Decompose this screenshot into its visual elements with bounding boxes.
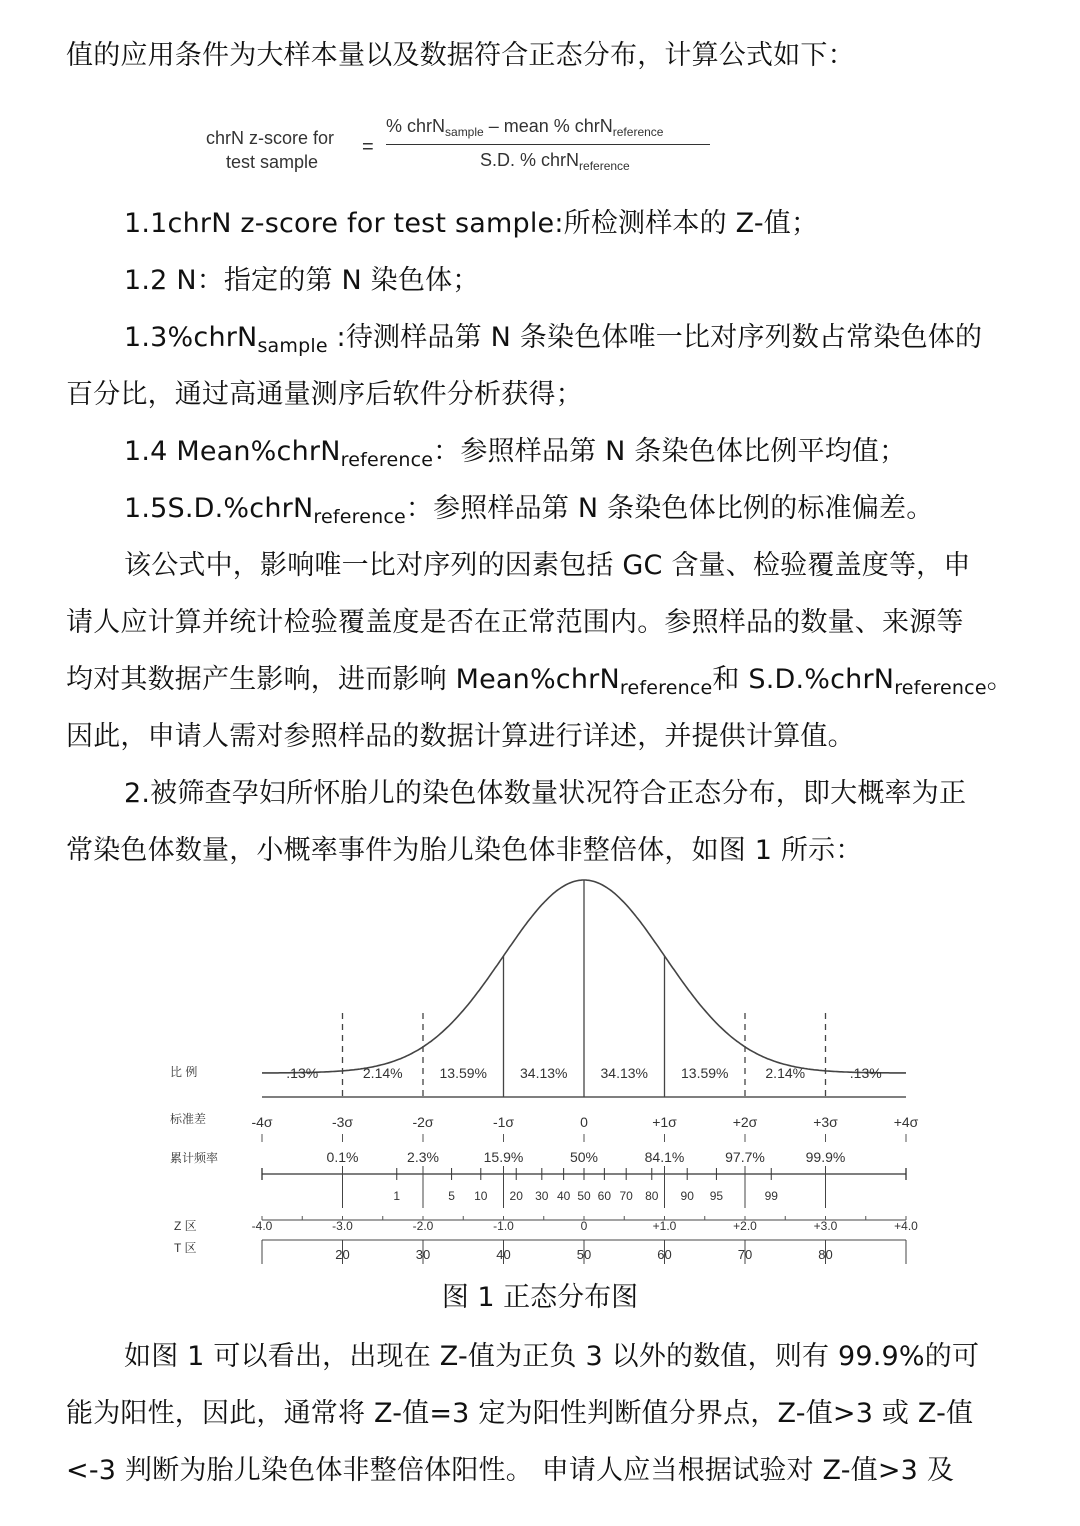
formula-lhs xyxy=(206,126,334,174)
cum-label: 84.1% xyxy=(644,1149,685,1165)
def-2: 1.2 N：指定的第 N 染色体； xyxy=(124,265,480,296)
para-3-line2: 常染色体数量，小概率事件为胎儿染色体非整倍体，如图 1 所示： xyxy=(66,835,863,866)
para-3-line1: 2.被筛查孕妇所怀胎儿的染色体数量状况符合正态分布，即大概率为正 xyxy=(124,778,967,809)
formula-equals: = xyxy=(362,136,374,158)
t-label: 20 xyxy=(335,1247,350,1262)
formula-num-b: – mean % chrN xyxy=(483,116,613,136)
para-2-line3-c: 。 xyxy=(986,664,1014,695)
sd-label: -3σ xyxy=(331,1114,354,1130)
percentile-label: 70 xyxy=(619,1189,633,1203)
percentile-label: 40 xyxy=(556,1189,571,1203)
percentile-label: 80 xyxy=(645,1189,659,1203)
percentile-label: 20 xyxy=(509,1189,523,1203)
band-percentage: 2.14% xyxy=(765,1065,806,1081)
band-percentage: 13.59% xyxy=(439,1065,487,1081)
t-label: 70 xyxy=(737,1247,753,1262)
sd-label: +1σ xyxy=(652,1114,677,1130)
def-3-cont: 百分比，通过高通量测序后软件分析获得； xyxy=(66,379,583,410)
def-5-a: 1.5S.D.%chrN xyxy=(124,493,314,524)
row-label-sd: 标准差 xyxy=(170,1112,207,1126)
formula-num-sub1: sample xyxy=(445,125,484,139)
percentile-label: 5 xyxy=(448,1189,455,1203)
para-4-line1: 如图 1 可以看出，出现在 Z-值为正负 3 以外的数值，则有 99.9%的可 xyxy=(124,1341,980,1372)
z-label: -3.0 xyxy=(332,1219,353,1233)
band-percentage: 34.13% xyxy=(600,1065,648,1081)
def-3-a: 1.3%chrN xyxy=(124,322,258,353)
z-label: +3.0 xyxy=(813,1219,838,1233)
percentile-label: 90 xyxy=(680,1189,694,1203)
t-label: 60 xyxy=(657,1247,672,1262)
para-2-line4: 因此，申请人需对参照样品的数据计算进行详述，并提供计算值。 xyxy=(66,721,855,752)
sd-label: -4σ xyxy=(251,1114,273,1130)
formula-num-a: % chrN xyxy=(386,116,446,136)
band-percentage: 2.14% xyxy=(362,1065,403,1081)
formula-den-sub: reference xyxy=(579,159,630,173)
z-label: -4.0 xyxy=(251,1219,273,1233)
t-label: 80 xyxy=(818,1247,833,1262)
t-label: 50 xyxy=(576,1247,592,1262)
percentile-label: 95 xyxy=(709,1189,724,1203)
para-4-line3: <-3 判断为胎儿染色体非整倍体阳性。 申请人应当根据试验对 Z-值>3 及 xyxy=(66,1455,955,1486)
row-label-ratio: 比 例 xyxy=(170,1065,198,1079)
para-2-line1: 该公式中，影响唯一比对序列的因素包括 GC 含量、检验覆盖度等，申 xyxy=(124,550,971,581)
percentile-label: 30 xyxy=(535,1189,549,1203)
z-label: +2.0 xyxy=(733,1219,757,1233)
para-4-line2: 能为阳性，因此，通常将 Z-值=3 定为阳性判断值分界点，Z-值>3 或 Z-值 xyxy=(66,1398,974,1429)
def-5-b: ：参照样品第 N 条染色体比例的标准偏差。 xyxy=(405,493,934,524)
formula-numerator xyxy=(386,116,663,137)
t-label: 30 xyxy=(415,1247,431,1262)
cum-label: 50% xyxy=(569,1149,599,1165)
para-2-line2: 请人应计算并统计检验覆盖度是否在正常范围内。参照样品的数量、来源等 xyxy=(66,607,964,638)
cum-label: 0.1% xyxy=(326,1149,359,1165)
z-label: +1.0 xyxy=(652,1219,677,1233)
z-label: -2.0 xyxy=(412,1219,434,1233)
row-labels xyxy=(170,1064,218,1255)
para-2-line3-a: 均对其数据产生影响，进而影响 Mean%chrN xyxy=(66,664,620,695)
row-label-z: Z 区 xyxy=(174,1219,197,1233)
percentile-label: 60 xyxy=(597,1189,612,1203)
para-2-line3-sub2: reference xyxy=(894,677,987,699)
z-label: -1.0 xyxy=(493,1219,514,1233)
def-5 xyxy=(124,491,1080,527)
z-label: +4.0 xyxy=(894,1219,918,1233)
plot-area xyxy=(251,880,918,1264)
band-percentage: .13% xyxy=(286,1065,319,1081)
band-percentage: 13.59% xyxy=(681,1065,729,1081)
formula-num-sub2: reference xyxy=(612,125,664,139)
formula-den-a: S.D. % chrN xyxy=(480,150,580,170)
cum-label: 99.9% xyxy=(805,1149,846,1165)
band-percentage: 34.13% xyxy=(520,1065,568,1081)
percentile-label: 99 xyxy=(764,1189,778,1203)
sd-label: -2σ xyxy=(412,1114,434,1130)
normal-distribution-chart xyxy=(160,878,920,1268)
z-label: 0 xyxy=(580,1219,588,1233)
def-4-sub: reference xyxy=(340,449,434,471)
def-4 xyxy=(124,434,1080,470)
def-3 xyxy=(124,320,1080,356)
figure-caption: 图 1 正态分布图 xyxy=(441,1282,639,1313)
zscore-formula xyxy=(200,100,720,200)
sd-label: +3σ xyxy=(813,1114,838,1130)
row-label-cum: 累计频率 xyxy=(170,1151,219,1165)
formula-denominator xyxy=(480,150,630,171)
sd-label: +2σ xyxy=(732,1114,758,1130)
percentile-label: 10 xyxy=(474,1189,488,1203)
def-4-b: ：参照样品第 N 条染色体比例平均值； xyxy=(433,436,907,467)
cum-label: 2.3% xyxy=(407,1149,439,1165)
def-3-sub: sample xyxy=(257,335,328,357)
def-5-sub: reference xyxy=(313,506,406,528)
def-4-a: 1.4 Mean%chrN xyxy=(124,436,341,467)
def-3-b: :待测样品第 N 条染色体唯一比对序列数占常染色体的 xyxy=(336,322,983,353)
formula-lhs-line1: chrN z-score for xyxy=(206,128,335,148)
row-label-t: T 区 xyxy=(174,1241,197,1255)
sd-label: -1σ xyxy=(492,1114,515,1130)
para-2-line3-b: 和 S.D.%chrN xyxy=(712,664,895,695)
sd-label: 0 xyxy=(580,1114,588,1130)
formula-lhs-line2: test sample xyxy=(226,152,319,172)
percentile-label: 1 xyxy=(393,1189,401,1203)
normal-distribution-figure xyxy=(160,878,920,1268)
t-label: 40 xyxy=(496,1247,511,1262)
para-2-line3-sub1: reference xyxy=(619,677,713,699)
para-2-line3 xyxy=(66,662,1026,698)
sd-label: +4σ xyxy=(893,1114,919,1130)
band-percentage: .13% xyxy=(849,1065,882,1081)
cum-label: 97.7% xyxy=(725,1149,765,1165)
para-intro: 值的应用条件为大样本量以及数据符合正态分布，计算公式如下： xyxy=(66,40,855,71)
percentile-label: 50 xyxy=(577,1189,591,1203)
cum-label: 15.9% xyxy=(483,1149,524,1165)
def-1: 1.1chrN z-score for test sample:所检测样本的 Z-值； xyxy=(124,208,819,239)
formula-fraction-bar xyxy=(386,144,710,145)
